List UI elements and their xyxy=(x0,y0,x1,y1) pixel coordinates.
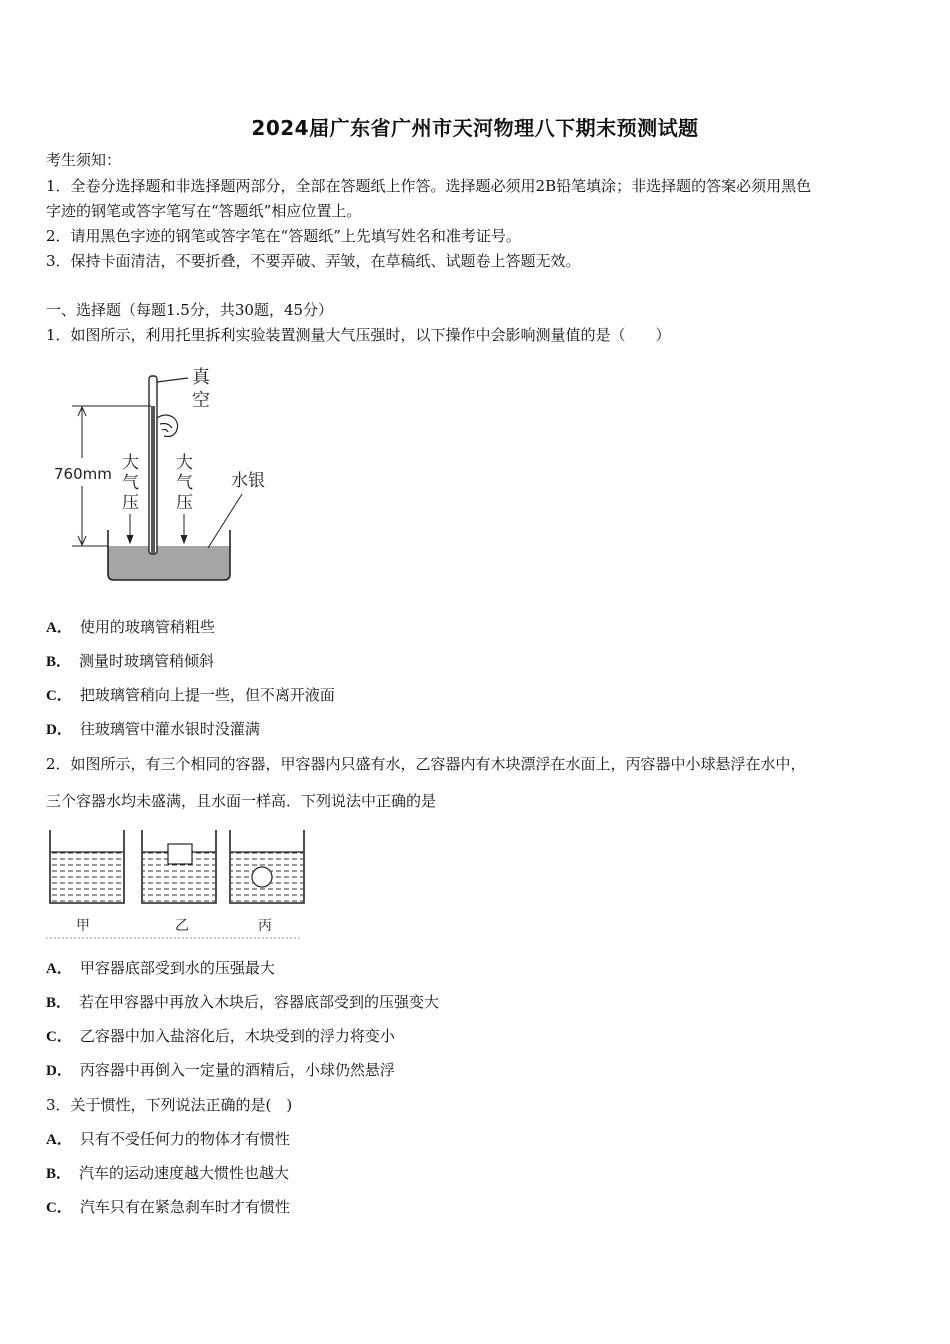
notice-item-2: 2．请用黑色字迹的钢笔或答字笔在“答题纸”上先填写姓名和准考证号。 xyxy=(46,227,521,245)
option-text: 使用的玻璃管稍粗些 xyxy=(79,618,215,636)
mercury-pointer xyxy=(208,494,242,548)
notice-heading: 考生须知： xyxy=(46,151,122,169)
question-3-option-c xyxy=(46,1197,290,1218)
option-label: A． xyxy=(46,961,72,977)
option-label: C． xyxy=(46,1200,72,1216)
option-text: 把玻璃管稍向上提一些，但不离开液面 xyxy=(79,686,335,704)
label-pressure-right-2: 气 xyxy=(176,473,193,493)
label-bing: 丙 xyxy=(258,918,272,934)
section-heading: 一、选择题（每题1.5分，共30题，45分） xyxy=(46,301,334,319)
option-label: D． xyxy=(46,722,72,738)
container-bing xyxy=(230,830,304,903)
mercury-column xyxy=(151,406,155,554)
hand-icon xyxy=(157,415,178,437)
label-height: 760mm xyxy=(54,465,112,483)
question-1-option-d xyxy=(46,719,260,740)
option-label: A． xyxy=(46,620,72,636)
label-pressure-left-1: 大 xyxy=(122,453,139,473)
question-3-stem: 3．关于惯性，下列说法正确的是( ) xyxy=(46,1096,293,1114)
question-1-option-a xyxy=(46,617,215,638)
mercury-basin-liquid xyxy=(108,546,230,580)
label-yi: 乙 xyxy=(175,918,189,934)
option-label: B． xyxy=(46,995,72,1011)
option-text: 汽车只有在紧急刹车时才有惯性 xyxy=(79,1198,290,1216)
label-pressure-right-3: 压 xyxy=(176,493,193,513)
notice-item-1-line-2: 字迹的钢笔或答字笔写在“答题纸”相应位置上。 xyxy=(46,202,362,220)
notice-item-3: 3．保持卡面清洁，不要折叠，不要弄破、弄皱，在草稿纸、试题卷上答题无效。 xyxy=(46,252,581,270)
option-text: 若在甲容器中再放入木块后，容器底部受到的压强变大 xyxy=(79,993,440,1011)
label-pressure-left-2: 气 xyxy=(122,473,139,493)
option-text: 乙容器中加入盐溶化后，木块受到的浮力将变小 xyxy=(79,1027,395,1045)
option-label: D． xyxy=(46,1063,72,1079)
option-label: A． xyxy=(46,1132,72,1148)
question-1-option-c xyxy=(46,685,335,706)
container-yi xyxy=(142,830,216,903)
option-label: B． xyxy=(46,1166,72,1182)
page-title: 2024届广东省广州市天河物理八下期末预测试题 xyxy=(251,116,699,140)
option-text: 汽车的运动速度越大惯性也越大 xyxy=(79,1164,290,1182)
label-jia: 甲 xyxy=(76,918,90,934)
question-2-stem-line-2: 三个容器水均未盛满，且水面一样高．下列说法中正确的是 xyxy=(46,792,437,810)
container-jia xyxy=(50,830,124,903)
wooden-block xyxy=(168,844,192,864)
torricelli-figure xyxy=(50,362,290,587)
question-1-stem: 1．如图所示，利用托里拆利实验装置测量大气压强时，以下操作中会影响测量值的是（ ） xyxy=(46,326,671,344)
question-2-option-a xyxy=(46,958,275,979)
option-label: B． xyxy=(46,654,72,670)
pressure-arrow-right-head-icon xyxy=(181,535,187,543)
label-pressure-left-3: 压 xyxy=(122,493,139,513)
option-label: C． xyxy=(46,688,72,704)
question-1-option-b xyxy=(46,651,214,672)
containers-figure xyxy=(44,826,306,942)
notice-item-1-line-1: 1．全卷分选择题和非选择题两部分，全部在答题纸上作答。选择题必须用2B铅笔填涂；非选择题的答案必须用黑色 xyxy=(46,177,812,195)
vacuum-pointer xyxy=(157,378,188,382)
pressure-arrow-left-head-icon xyxy=(127,535,133,543)
question-2-option-d xyxy=(46,1060,395,1081)
option-label: C． xyxy=(46,1029,72,1045)
label-pressure-right-1: 大 xyxy=(176,453,193,473)
question-2-stem-line-1: 2．如图所示，有三个相同的容器，甲容器内只盛有水，乙容器内有木块漂浮在水面上，丙容器中小球悬浮在水中， xyxy=(46,755,806,773)
label-vacuum-2: 空 xyxy=(192,390,210,411)
option-text: 只有不受任何力的物体才有惯性 xyxy=(79,1130,290,1148)
label-vacuum-1: 真 xyxy=(192,367,210,388)
question-3-option-b xyxy=(46,1163,289,1184)
option-text: 往玻璃管中灌水银时没灌满 xyxy=(79,720,260,738)
question-2-option-c xyxy=(46,1026,395,1047)
label-mercury: 水银 xyxy=(231,471,265,491)
question-3-option-a xyxy=(46,1129,290,1150)
option-text: 丙容器中再倒入一定量的酒精后，小球仍然悬浮 xyxy=(79,1061,395,1079)
option-text: 甲容器底部受到水的压强最大 xyxy=(79,959,275,977)
suspended-ball xyxy=(252,867,272,887)
option-text: 测量时玻璃管稍倾斜 xyxy=(79,652,215,670)
question-2-option-b xyxy=(46,992,439,1013)
